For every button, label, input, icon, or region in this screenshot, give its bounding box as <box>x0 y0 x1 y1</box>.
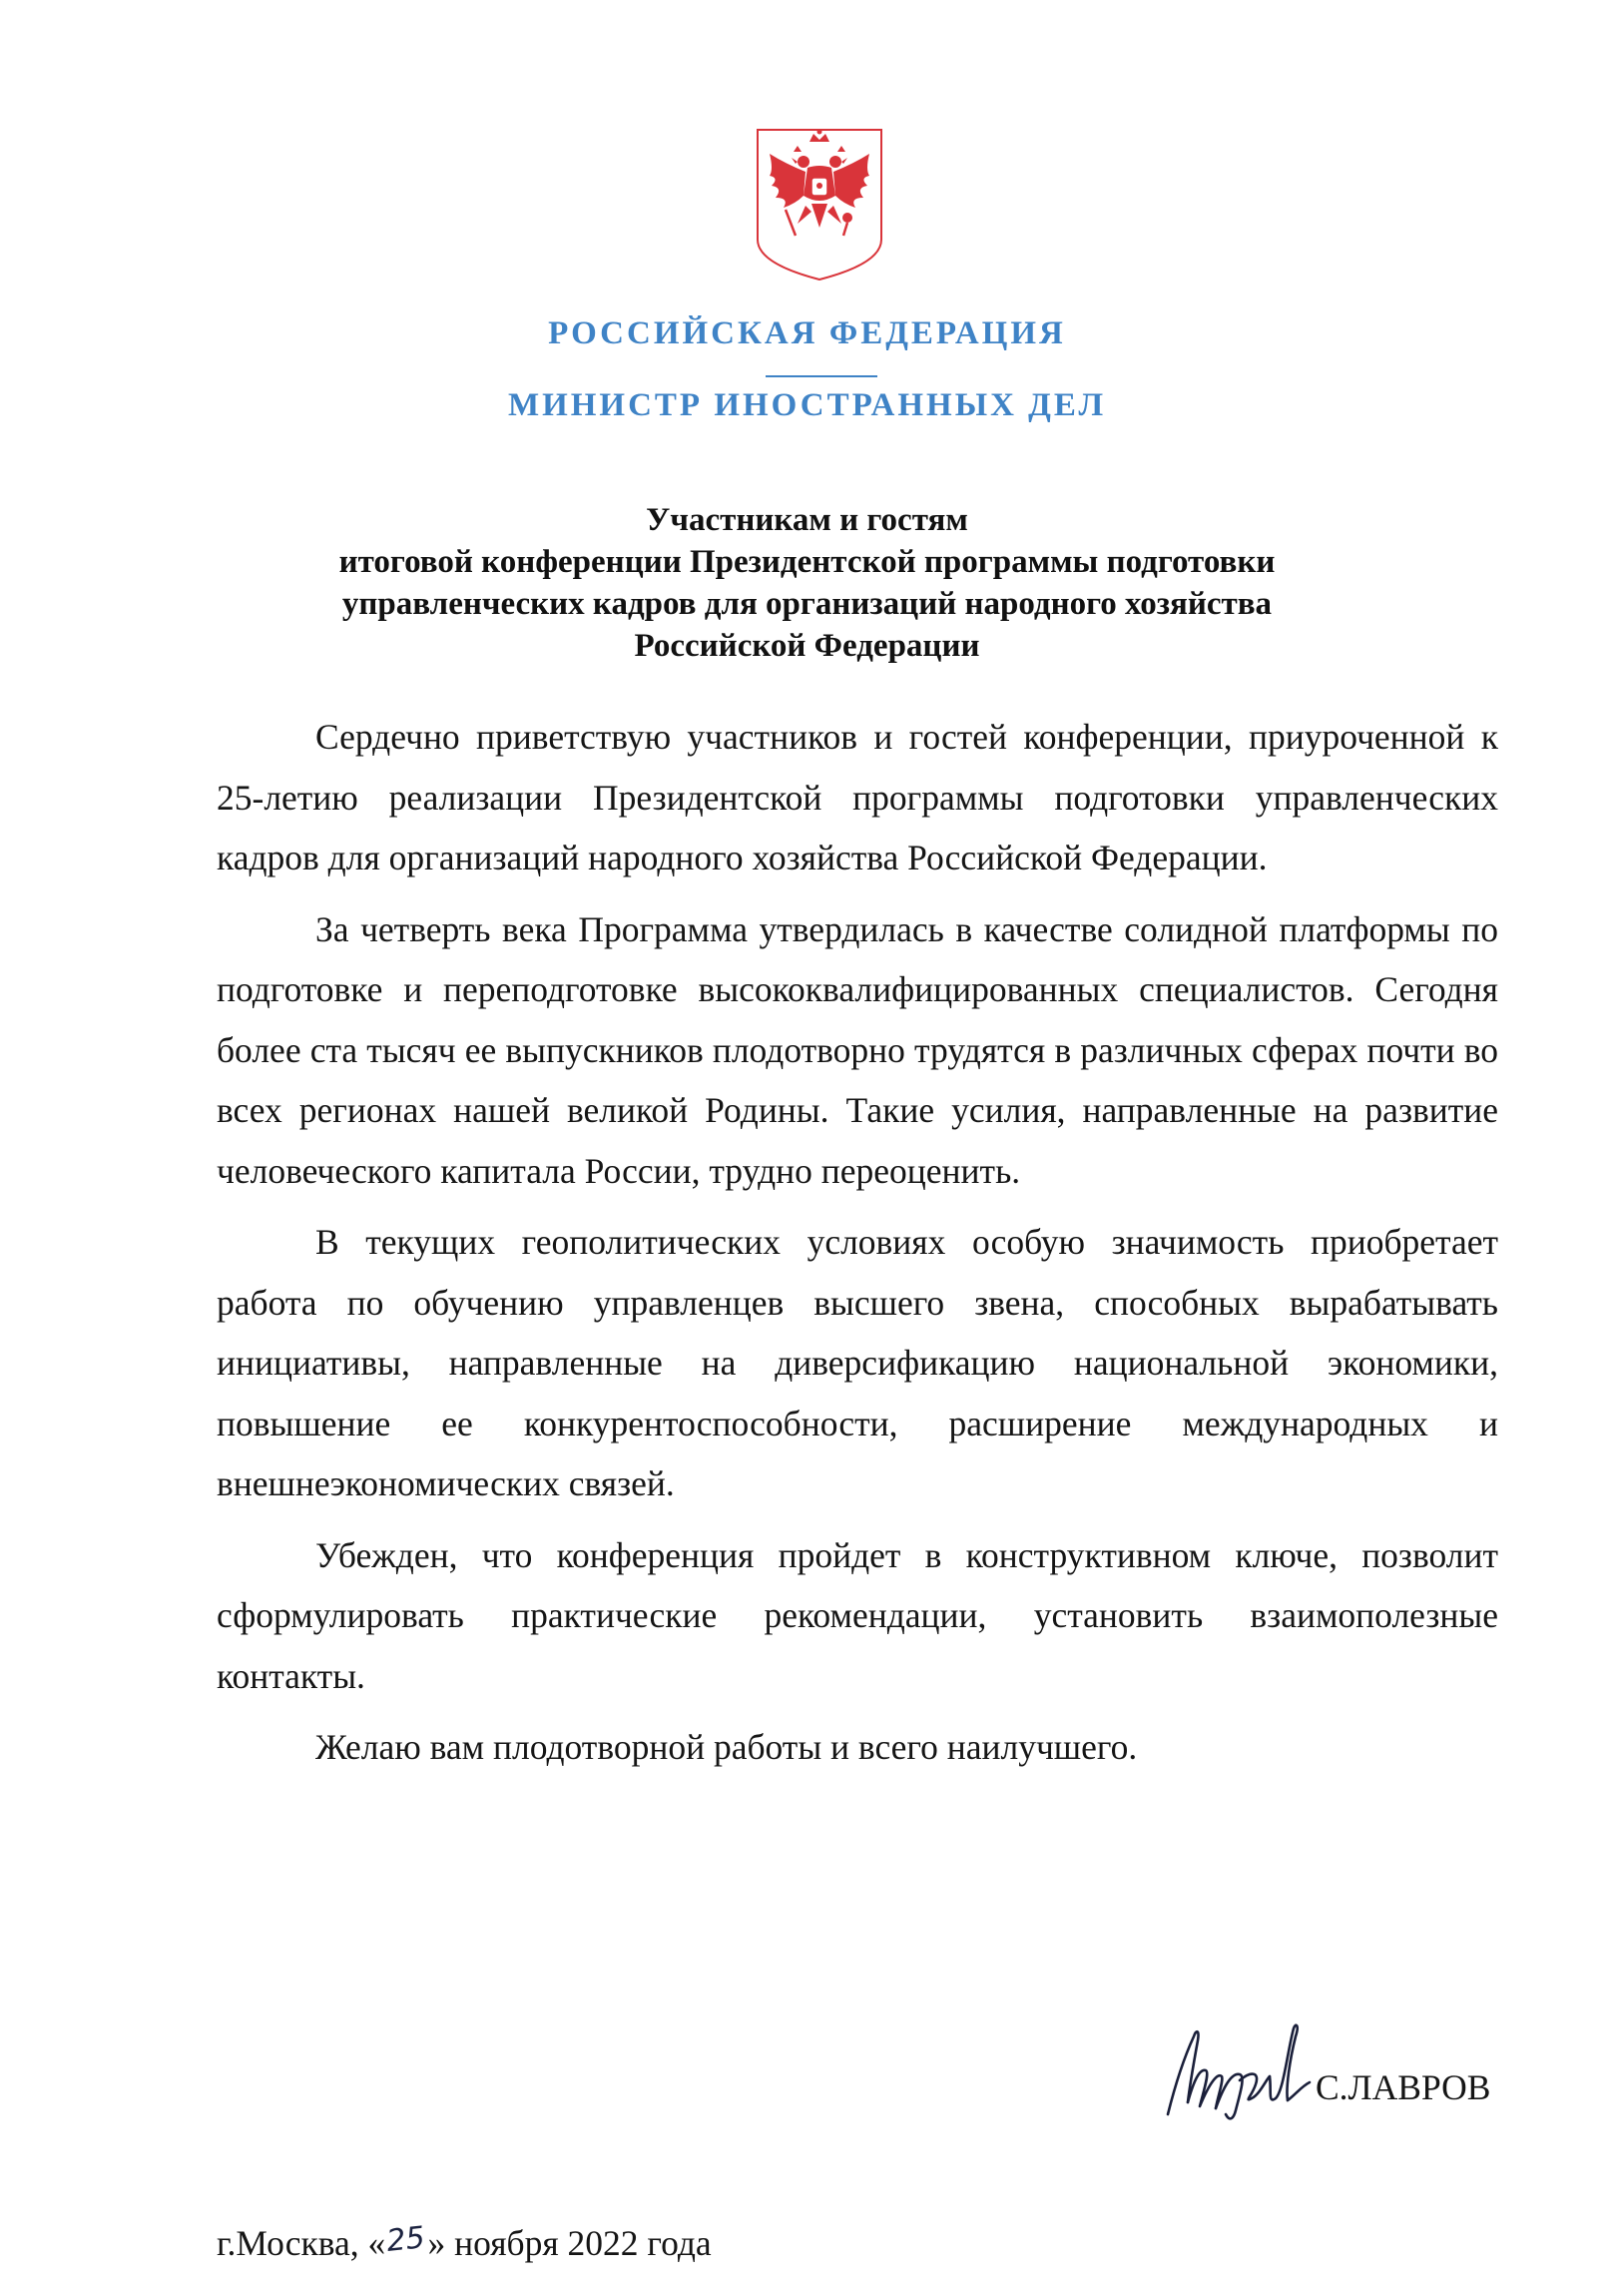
date-suffix: » ноября 2022 года <box>427 2223 712 2263</box>
body-paragraph: Убежден, что конференция пройдет в конструктивном ключе, позволит сформулировать практические рекомендации, установить взаимополезные контакты. <box>217 1534 1498 1696</box>
addressee-block <box>0 499 1614 667</box>
addressee-line: Участникам и гостям <box>646 502 968 538</box>
letterhead-ministry: МИНИСТР ИНОСТРАННЫХ ДЕЛ <box>507 387 1107 423</box>
addressee-line: управленческих кадров для организаций народного хозяйства <box>341 586 1273 622</box>
letterhead-country: РОССИЙСКАЯ ФЕДЕРАЦИЯ <box>548 315 1066 351</box>
body-paragraph: Сердечно приветствую участников и гостей конференции, приуроченной к 25-летию реализации Президентской программы подготовки управленческих кадров для организаций народного хозяйства Российской Федерации. <box>217 717 1498 877</box>
addressee-line: итоговой конференции Президентской программы подготовки <box>338 544 1276 580</box>
body-paragraph: За четверть века Программа утвердилась в качестве солидной платформы по подготовке и переподготовке высококвалифицированных специалистов. Сегодня более ста тысяч ее выпускников плодотворно трудятся в различных сферах почти во всех регионах нашей великой Родины. Такие усилия, направленные на развитие человеческого капитала России, трудно переоценить. <box>217 908 1498 1191</box>
body-paragraph: Желаю вам плодотворной работы и всего наилучшего. <box>315 1727 1138 1767</box>
date-prefix: г.Москва, « <box>217 2223 386 2263</box>
date-line <box>217 2222 712 2264</box>
addressee-line: Российской Федерации <box>634 628 980 664</box>
signer-name: С.ЛАВРОВ <box>1316 2067 1491 2107</box>
body-paragraph: В текущих геополитических условиях особую значимость приобретает работа по обучению управленцев высшего звена, способных вырабатывать инициативы, направленные на диверсификацию национальной экономики, повышение ее конкурентоспособности, расширение международных и внешнеэкономических связей. <box>217 1222 1498 1503</box>
letter-body <box>217 707 1498 1789</box>
letterhead-divider <box>766 375 877 377</box>
handwritten-signature-icon <box>1160 2010 1340 2126</box>
date-day-handwritten: 25 <box>384 2220 427 2259</box>
coat-of-arms-icon <box>750 124 889 284</box>
